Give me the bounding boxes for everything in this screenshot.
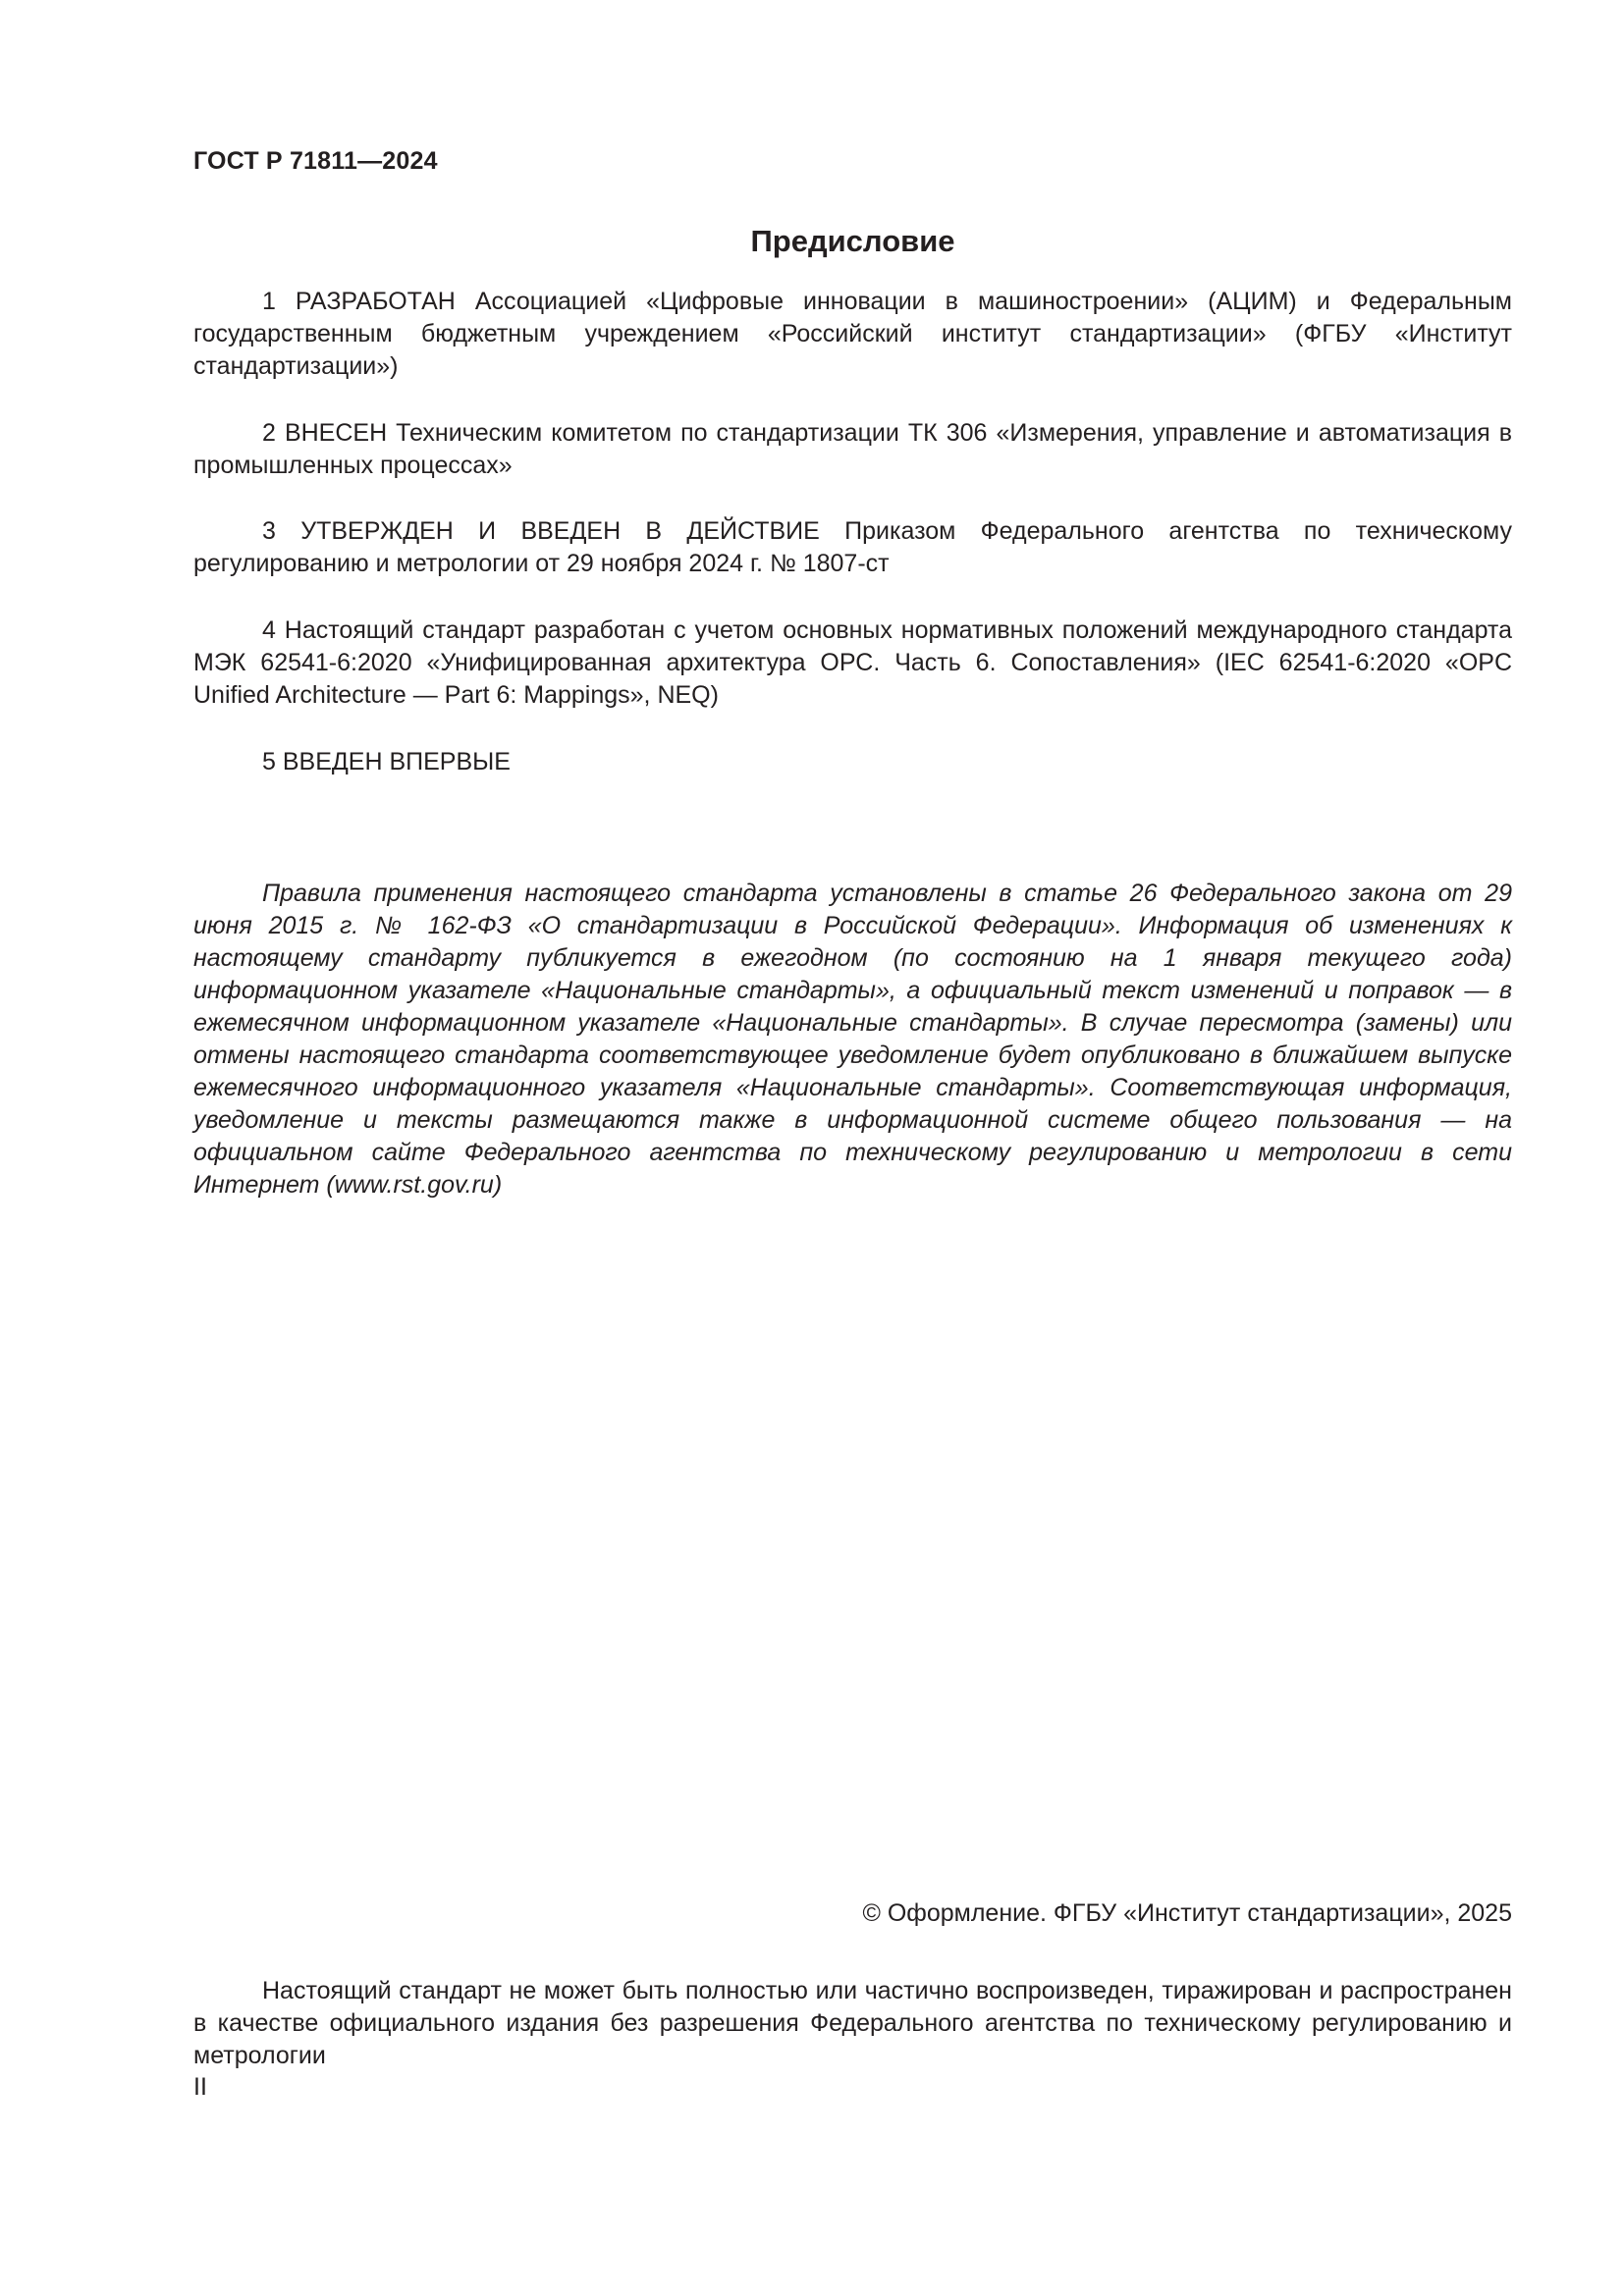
page-number: II (193, 2073, 207, 2101)
document-code: ГОСТ Р 71811—2024 (193, 147, 438, 175)
reproduction-notice: Настоящий стандарт не может быть полностью или частично воспроизведен, тиражирован и распространен в качестве официального издания без разрешения Федерального агентства по техническому регулированию и метрологии (193, 1977, 1512, 2069)
foreword-item-3: 3 УТВЕРЖДЕН И ВВЕДЕН В ДЕЙСТВИЕ Приказом Федерального агентства по техническому регулированию и метрологии от 29 ноября 2024 г. № 1807-ст (193, 517, 1512, 577)
rules-notice: Правила применения настоящего стандарта установлены в статье 26 Федерального закона от 29 июня 2015 г. № 162-ФЗ «О стандартизации в Российской Федерации». Информация об изменениях к настоящему стандарту публикуется в ежегодном (по состоянию на 1 января текущего года) информационном указателе «Национальные стандарты», а официальный текст изменений и поправок — в ежемесячном информационном указателе «Национальные стандарты». В случае пересмотра (замены) или отмены настоящего стандарта соответствующее уведомление будет опубликовано в ближайшем выпуске ежемесячного информационного указателя «Национальные стандарты». Соответствующая информация, уведомление и тексты размещаются также в информационной системе общего пользования — на официальном сайте Федерального агентства по техническому регулированию и метрологии в сети Интернет (www.rst.gov.ru) (193, 880, 1512, 1199)
page-title: Предисловие (750, 224, 955, 258)
foreword-item-4: 4 Настоящий стандарт разработан с учетом основных нормативных положений международного стандарта МЭК 62541-6:2020 «Унифицированная архитектура ОРС. Часть 6. Сопоставления» (IEC 62541-6:2020 «OPC Unified Architecture — Part 6: Mappings», NEQ) (193, 616, 1512, 709)
foreword-item-1: 1 РАЗРАБОТАН Ассоциацией «Цифровые инновации в машиностроении» (АЦИМ) и Федеральным государственным бюджетным учреждением «Российский институт стандартизации» (ФГБУ «Институт стандартизации») (193, 288, 1512, 380)
copyright-notice: © Оформление. ФГБУ «Институт стандартизации», 2025 (862, 1899, 1512, 1927)
foreword-item-2: 2 ВНЕСЕН Техническим комитетом по стандартизации ТК 306 «Измерения, управление и автоматизация в промышленных процессах» (193, 419, 1512, 479)
foreword-item-5: 5 ВВЕДЕН ВПЕРВЫЕ (262, 748, 511, 775)
